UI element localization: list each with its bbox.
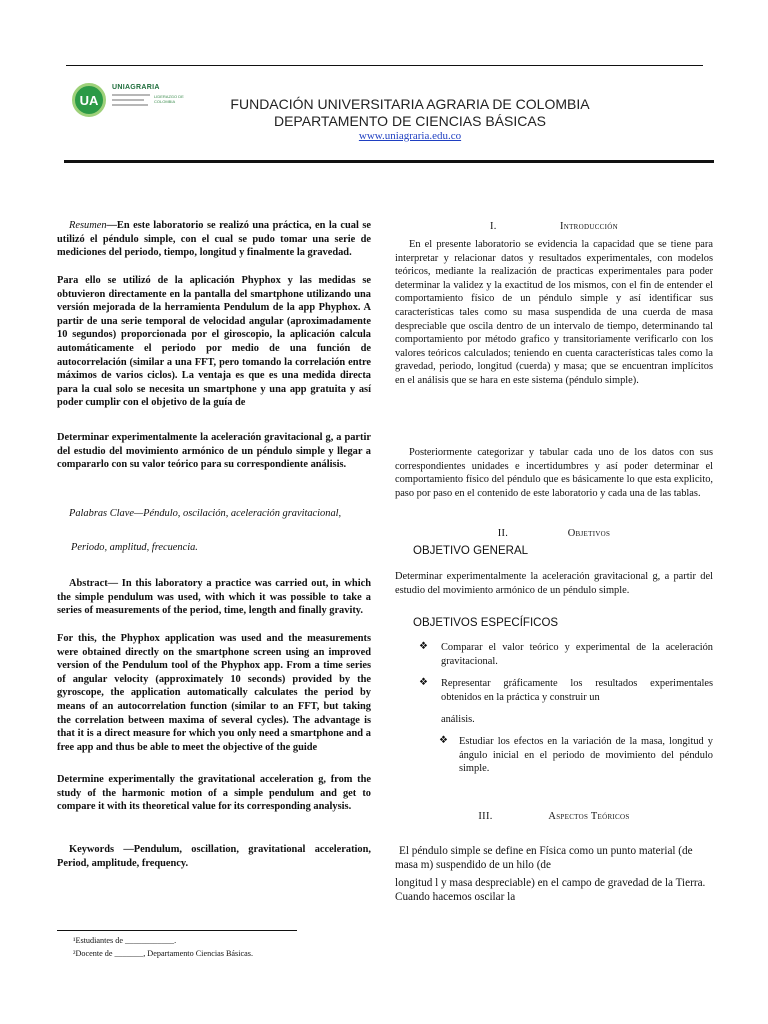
abstract-p3: Determine experimentally the gravitational acceleration g, from the study of the harmonic motion of a simple pendulum and get to compare it with its theoretical value for its corresponding analysis. <box>57 774 371 813</box>
header-rule <box>64 160 714 163</box>
keywords: Keywords —Pendulum, oscillation, gravitational acceleration, Period, amplitude, frequency. <box>57 844 371 869</box>
section-number: II. <box>497 528 509 539</box>
footnote-1: ¹Estudiantes de ____________. <box>73 936 177 945</box>
objetivo-especifico-3: Estudiar los efectos en la variación de la masa, longitud y ángulo inicial en el periodo de movimiento del péndulo simple. <box>459 736 713 775</box>
section-title: Objetivos <box>567 528 611 539</box>
section-number: III. <box>478 811 493 822</box>
teoricos-p2: longitud l y masa despreciable) en el campo de gravedad de la Tierra. Cuando hacemos oscilar la <box>395 877 706 903</box>
intro-p1: En el presente laboratorio se evidencia la capacidad que se tiene para interpretar y relacionar datos y resultados experimentales, con modelos teóricos, mediante la realización de practicas experimentales para poder determinar la validez y la exactitud de los mismos, con el fin de entender el comportamiento físico de un péndulo simple y así identificar sus características tales como su masa suspendida de una cuerda de masa despreciable que oscila dentro de un intervalo de tiempo, determinando tal comportamiento por método grafico y transitoriamente verificarlo con los valores teóricos calculados; teniendo en cuenta características tales como la gravedad, periodo, longitud (cuerda) y masa; que se encuentran implícitos en el análisis que se hara en este sistema (péndulo simple). <box>395 239 713 386</box>
objetivo-especifico-2-cont: análisis. <box>441 714 475 725</box>
abstract-p1 <box>57 577 371 618</box>
footnote-2: ²Docente de _______, Departamento Ciencias Básicas. <box>73 949 254 958</box>
objetivo-especifico-2: Representar gráficamente los resultados experimentales obtenidos en la práctica y construir un <box>441 678 713 703</box>
resumen-p1-text: —En este laboratorio se realizó una práctica, en la cual se utilizó el péndulo simple, con el cual se pudo tomar una serie de mediciones del periodo, tiempo, longitud y finalmente la gravedad. <box>57 220 371 259</box>
teoricos-p1: El péndulo simple se define en Física como un punto material (de masa m) suspendido de un hilo (de <box>395 845 693 871</box>
top-rule <box>66 65 703 66</box>
objetivo-general-heading: OBJETIVO GENERAL <box>413 545 529 557</box>
section-heading-objetivos <box>395 527 713 541</box>
resumen-label: Resumen <box>69 220 107 231</box>
section-heading-teoricos <box>395 810 713 824</box>
website-link[interactable]: www.uniagraria.edu.co <box>358 130 462 142</box>
section-heading-intro <box>395 220 713 234</box>
logo-badge: UA <box>72 83 106 117</box>
resumen-p1 <box>57 219 371 260</box>
palabras-clave-2: Periodo, amplitud, frecuencia. <box>71 542 198 553</box>
uniagraria-logo <box>72 80 190 122</box>
abstract-p2: For this, the Phyphox application was used and the measurements were obtained directly on the smartphone screen using an improved version of the Pendulum tool of the Phyphox app. From a time series of angular velocity (approximately 10 seconds) provided by the gyroscope, the application automatically calculates the period by means of an autocorrelation function (similar to an FFT, but taking the correlation between maxima of several cycles). The advantage is that it is a direct measure for which you only need a smartphone and a free app and thus be able to meet the objective of the guide <box>57 633 371 753</box>
logo-line <box>112 104 148 106</box>
diamond-bullet-icon: ❖ <box>419 677 428 688</box>
objetivos-especificos-heading: OBJETIVOS ESPECÍFICOS <box>413 617 559 629</box>
abstract-label: Abstract <box>69 578 108 589</box>
objetivo-general-text: Determinar experimentalmente la aceleración gravitacional g, a partir del estudio del movimiento armónico de un péndulo simple. <box>395 571 713 596</box>
diamond-bullet-icon: ❖ <box>419 641 428 652</box>
department-name: DEPARTAMENTO DE CIENCIAS BÁSICAS <box>273 113 547 129</box>
logo-line <box>112 99 144 101</box>
section-title: Introducción <box>559 221 618 232</box>
institution-name: FUNDACIÓN UNIVERSITARIA AGRARIA DE COLOMBIA <box>230 96 590 112</box>
objetivo-especifico-1: Comparar el valor teórico y experimental de la aceleración gravitacional. <box>441 642 713 667</box>
footnote-rule <box>57 930 297 931</box>
resumen-p3: Determinar experimentalmente la aceleración gravitacional g, a partir del estudio del movimiento armónico de un péndulo simple y llegar a compararlo con su valor teórico para su correspondiente análisis. <box>57 432 371 471</box>
logo-name: UNIAGRARIA <box>112 84 160 91</box>
resumen-p2: Para ello se utilizó de la aplicación Phyphox y las medidas se obtuvieron directamente en la pantalla del smartphone utilizando una versión mejorada de la herramienta Pendulum de la app Phyphox. A partir de una serie temporal de velocidad angular (aproximadamente 10 segundos) proporcionada por el giroscopio, la aplicación calcula automáticamente el periodo por medio de una función de autocorrelación (similar a una FFT, pero tomando la correlación entre máximos de varios ciclos). La ventaja es que es una medida directa para la cual solo se necesita un smartphone y una app gratuita y así poder cumplir con el objetivo de la guía de <box>57 275 371 409</box>
intro-p2: Posteriormente categorizar y tabular cada uno de los datos con sus correspondientes unidades e incertidumbres y así poder determinar el comportamiento físico del péndulo que es básicamente lo que esta explicito, paso por paso en el contenido de este laboratorio y cada una de las tablas. <box>395 447 713 499</box>
logo-line <box>112 94 150 96</box>
logo-tagline: LIDERAZGO DE COLOMBIA <box>154 94 184 104</box>
palabras-clave: Palabras Clave—Péndulo, oscilación, aceleración gravitacional, <box>69 508 342 519</box>
section-title: Aspectos Teóricos <box>548 811 630 822</box>
abstract-p1-text: — In this laboratory a practice was carried out, in which the simple pendulum was used, with which it was possible to take a series of measurements of the period, time, length and finally gravity. <box>57 578 371 617</box>
diamond-bullet-icon: ❖ <box>439 735 448 746</box>
section-number: I. <box>489 221 497 232</box>
